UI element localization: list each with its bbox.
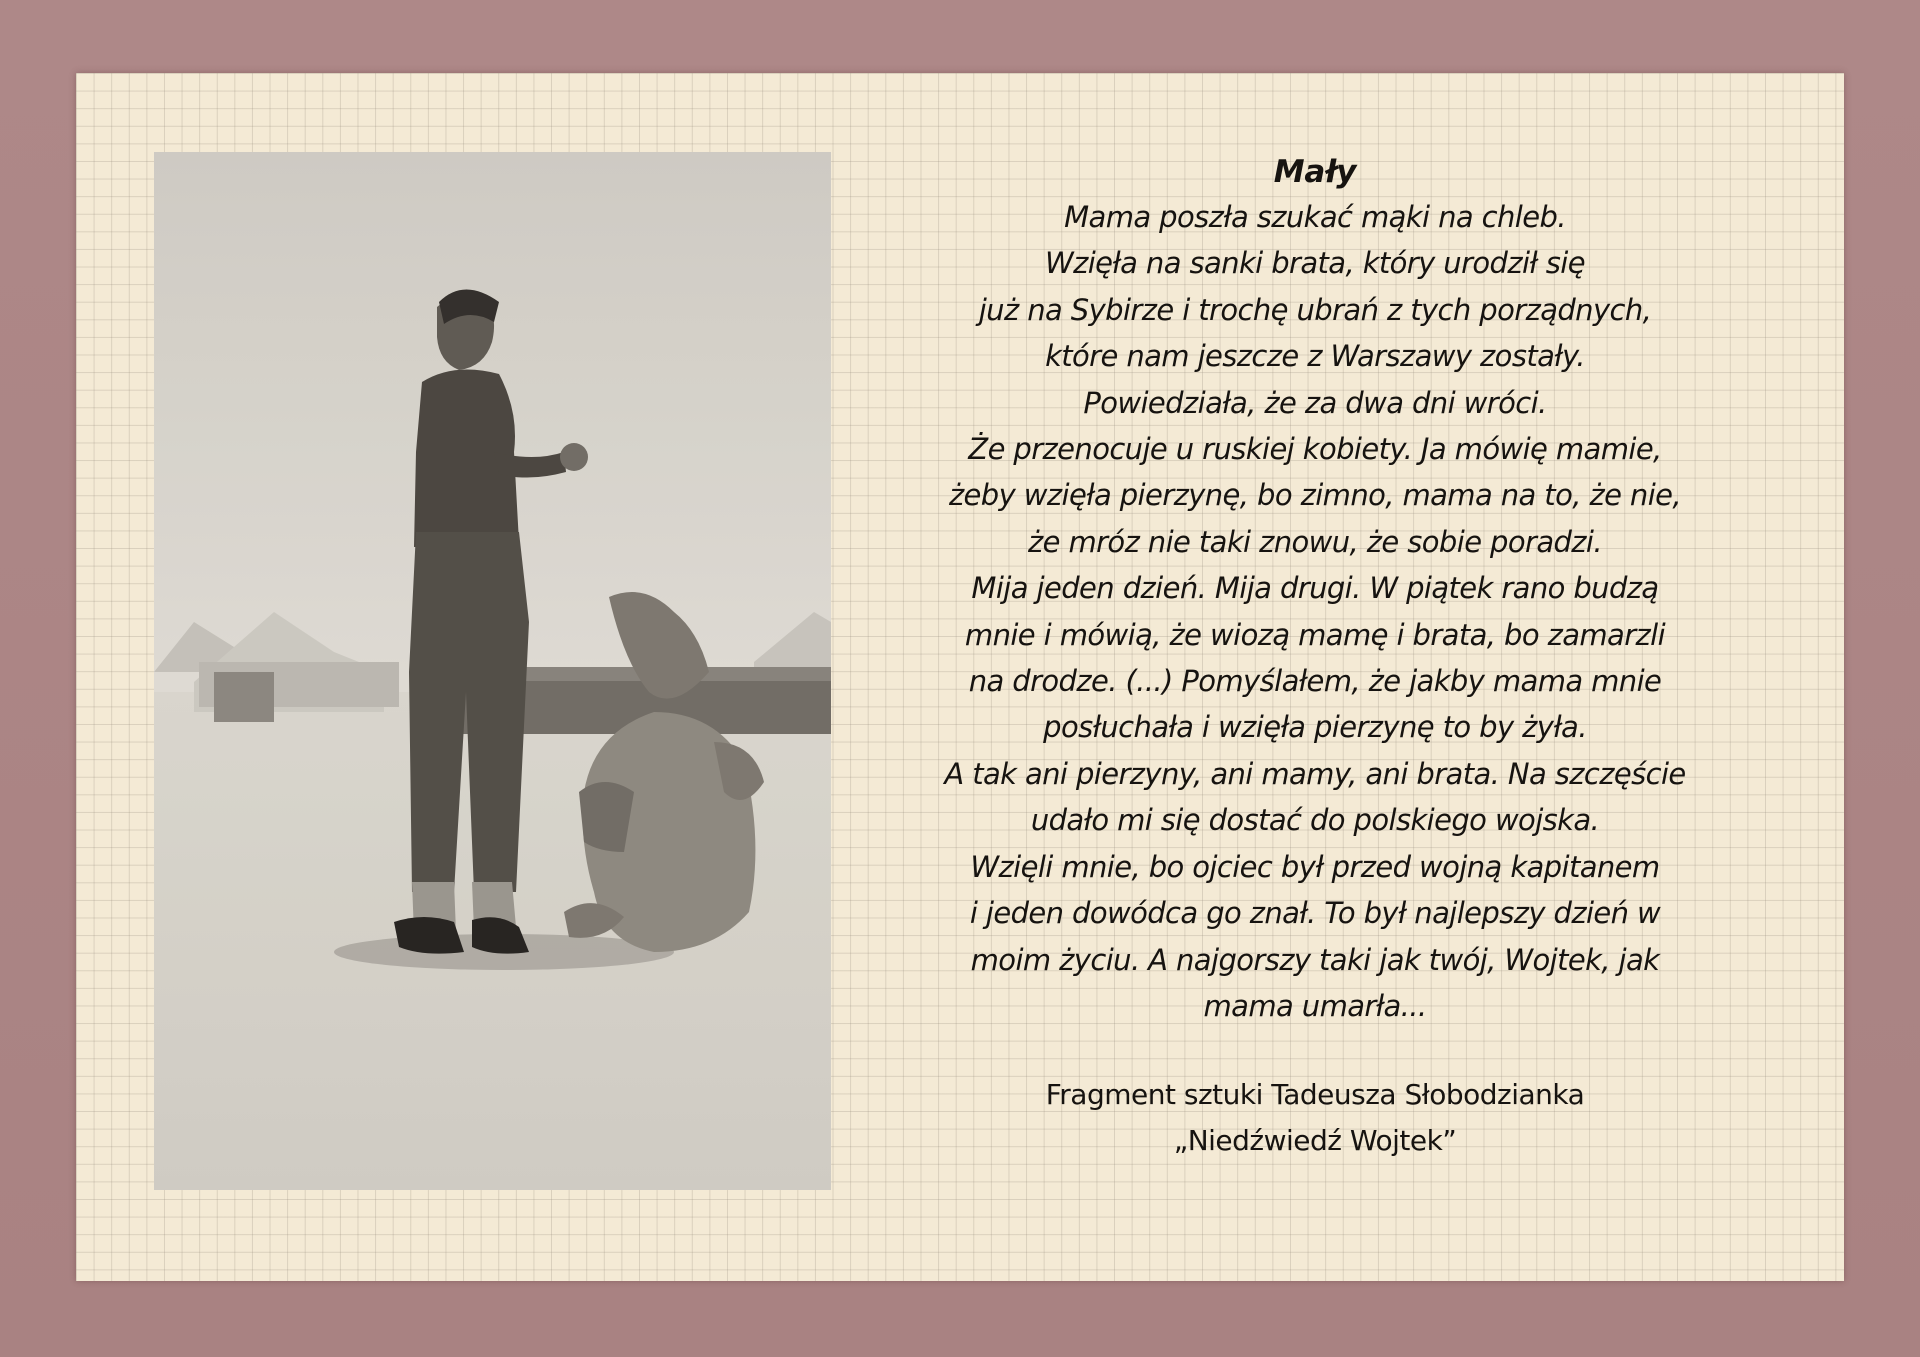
poem-title: Mały xyxy=(1273,154,1357,190)
poem-block xyxy=(905,150,1725,1164)
poem-line: posłuchała i wzięła pierzynę to by żyła. xyxy=(1043,710,1587,745)
poem-line: już na Sybirze i trochę ubrań z tych porządnych, xyxy=(978,292,1652,327)
poem-line: Mama poszła szukać mąki na chleb. xyxy=(1064,200,1566,234)
poem-line: udało mi się dostać do polskiego wojska. xyxy=(1030,803,1600,838)
poem-line: mnie i mówią, że wiozą mamę i brata, bo zamarzli xyxy=(964,617,1666,652)
poem-line: że mróz nie taki znowu, że sobie poradzi. xyxy=(1027,524,1603,559)
soldier-with-bear-photo xyxy=(154,152,831,1190)
poem-line: Mija jeden dzień. Mija drugi. W piątek rano budzą xyxy=(971,571,1659,606)
poem-line: i jeden dowódca go znał. To był najlepszy dzień w xyxy=(969,896,1661,931)
poem-line: Że przenocuje u ruskiej kobiety. Ja mówię mamie, xyxy=(968,432,1662,467)
poem-line: które nam jeszcze z Warszawy zostały. xyxy=(1045,339,1585,374)
poem-line: moim życiu. A najgorszy taki jak twój, Wojtek, jak xyxy=(970,942,1660,977)
poem-line: A tak ani pierzyny, ani mamy, ani brata. Na szczęście xyxy=(944,756,1686,791)
credit-line-title: „Niedźwiedź Wojtek” xyxy=(1173,1124,1457,1158)
poem-line: Wzięli mnie, bo ojciec był przed wojną kapitanem xyxy=(970,849,1660,884)
credit-line-author: Fragment sztuki Tadeusza Słobodzianka xyxy=(1045,1078,1585,1112)
poem-line: na drodze. (...) Pomyślałem, że jakby mama mnie xyxy=(968,664,1662,699)
source-credit xyxy=(905,1072,1725,1164)
poem-line: żeby wzięła pierzynę, bo zimno, mama na to, że nie, xyxy=(948,478,1682,513)
poem-line: Wzięła na sanki brata, który urodził się xyxy=(1045,246,1585,281)
poem-line: mama umarła... xyxy=(1203,988,1427,1023)
poem-line: Powiedziała, że za dwa dni wróci. xyxy=(1083,385,1547,420)
